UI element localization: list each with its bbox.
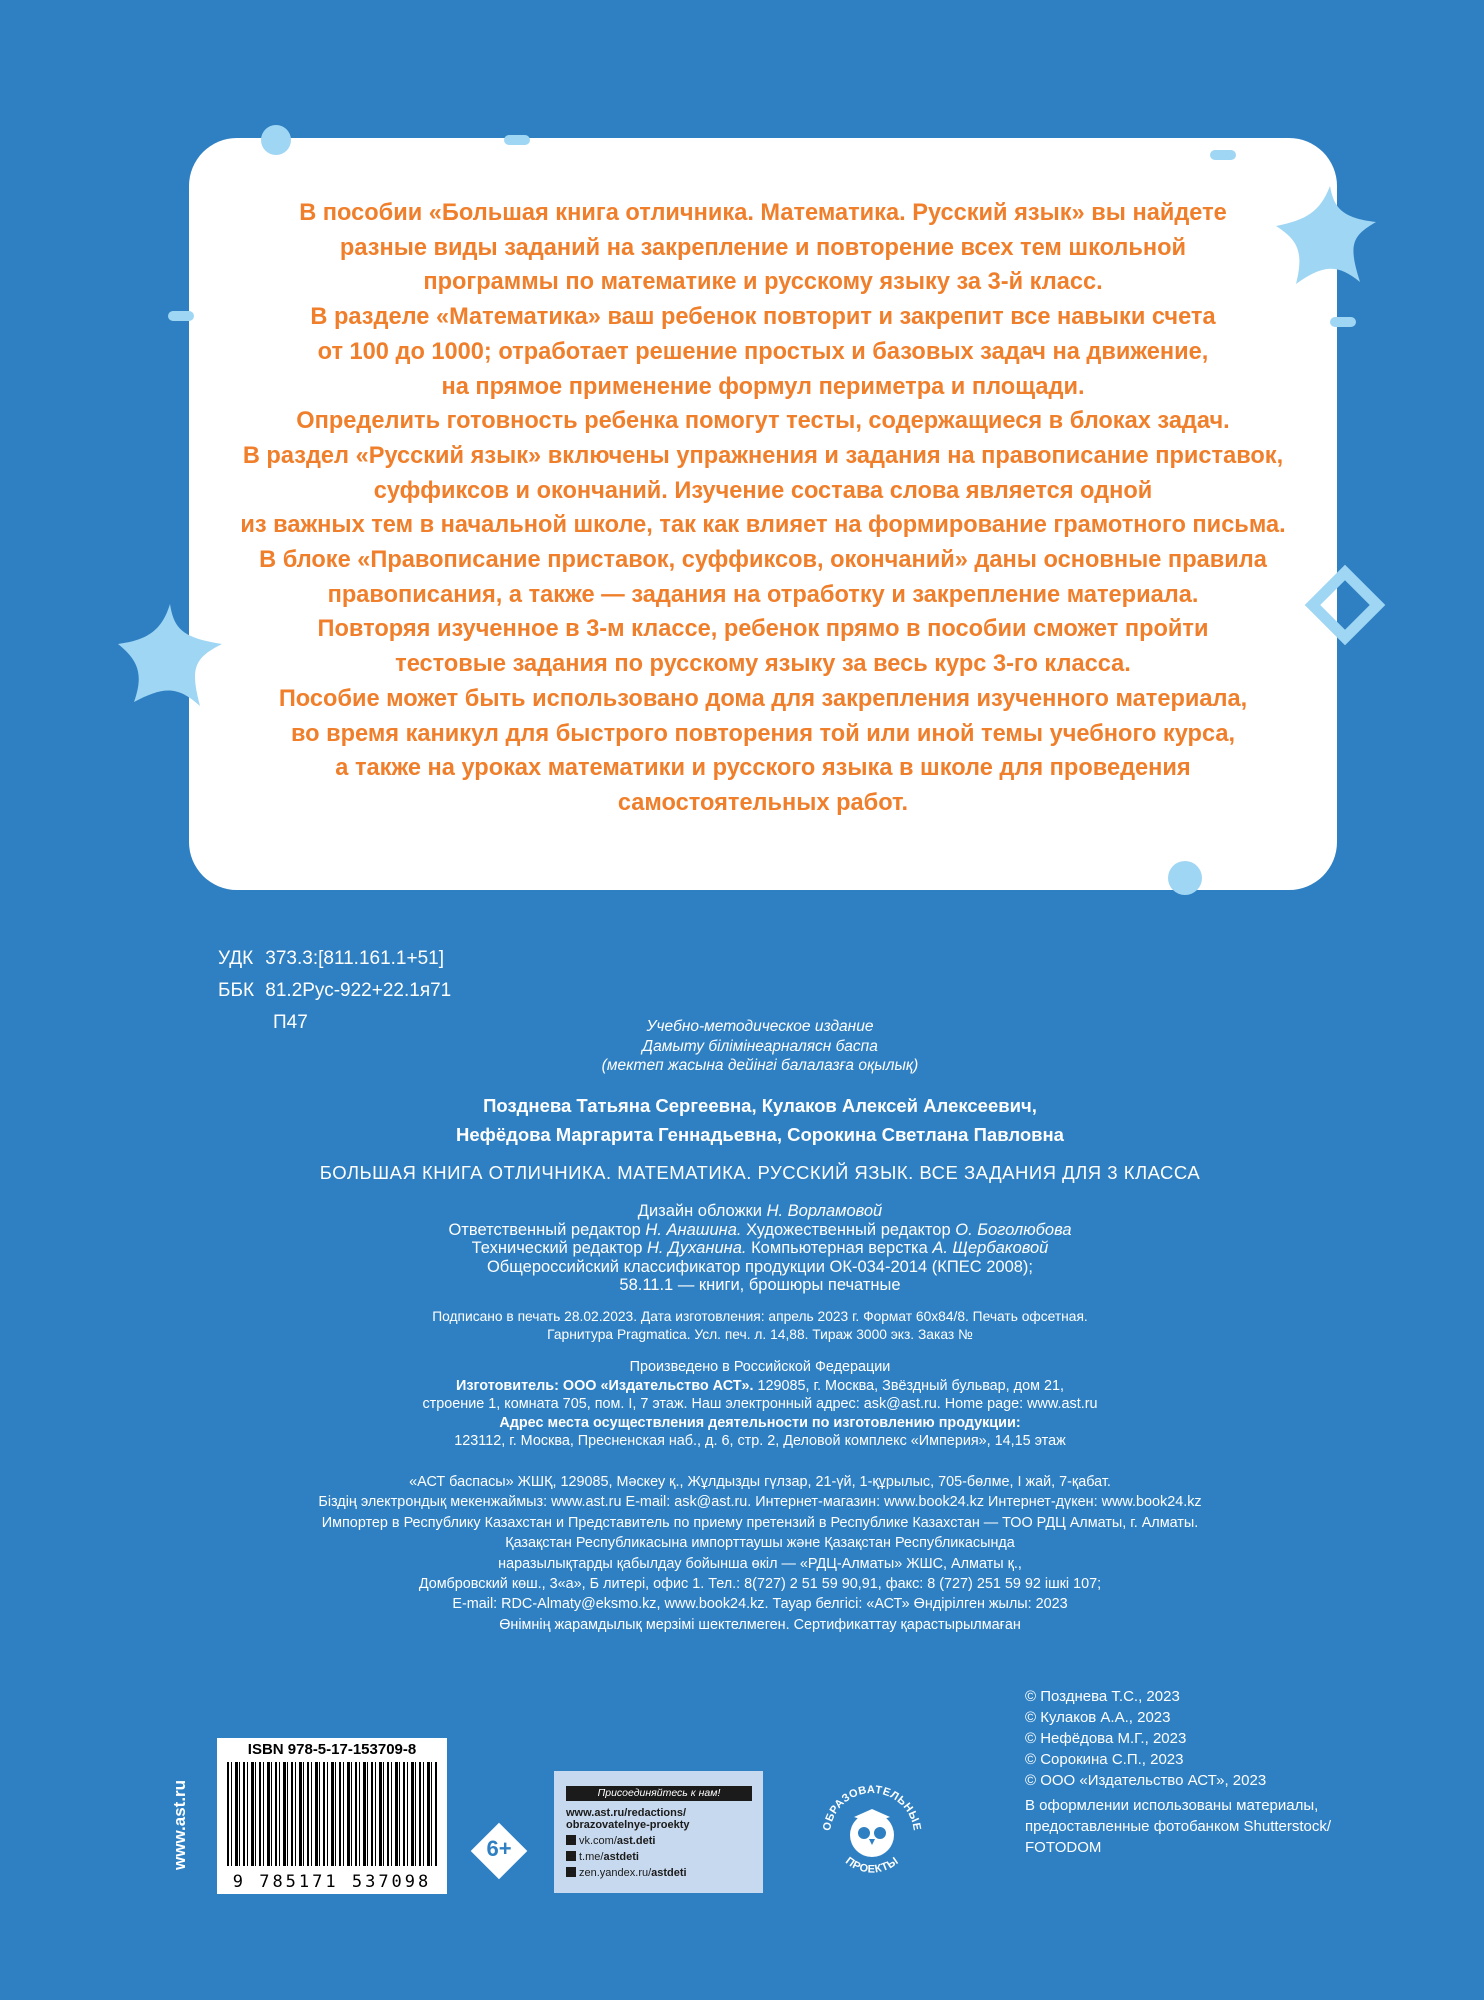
description-line: на прямое применение формул периметра и площади.	[441, 373, 1085, 400]
layout-label: Компьютерная верстка	[751, 1239, 928, 1257]
svg-text:ПРОЕКТЫ	[843, 1855, 901, 1876]
dot-decoration	[258, 122, 294, 158]
description-line: суффиксов и окончаний. Изучение состава слова является одной	[373, 477, 1153, 504]
kazakh-info-line: Өнімнің жарамдылық мерзімі шектелмеген. Сертификаттау қарастырылмаған	[499, 1616, 1021, 1633]
udk-value: 373.3:[811.161.1+51]	[265, 948, 445, 969]
dash-decoration	[1208, 145, 1238, 165]
kazakh-info-line: наразылықтарды қабылдау бойынша өкіл — «РДЦ-Алматы» ЖШС, Алматы қ.,	[498, 1555, 1022, 1572]
edition-type	[160, 1017, 1360, 1076]
social-link[interactable]: obrazovatelnye-proekty	[566, 1819, 690, 1831]
resp-editor-name: Н. Анашина.	[645, 1220, 742, 1239]
description-line: В пособии «Большая книга отличника. Математика. Русский язык» вы найдете	[299, 200, 1227, 226]
resp-editor-label: Ответственный редактор	[448, 1220, 641, 1239]
cover-design-label: Дизайн обложки	[637, 1202, 762, 1220]
social-header: Присоединяйтесь к нам!	[566, 1786, 752, 1801]
description-line: Определить готовность ребенка помогут тесты, содержащиеся в блоках задач.	[296, 408, 1230, 435]
image-credit-line: FOTODOM	[1025, 1839, 1102, 1856]
description-line: программы по математике и русскому языку за 3-й класс.	[423, 269, 1103, 296]
edition-type-line: (мектеп жасына дейінгі балалазға оқылық)	[601, 1057, 919, 1074]
vk-icon	[566, 1835, 576, 1845]
copyright-line: © ООО «Издательство АСТ», 2023	[1025, 1772, 1267, 1789]
authors	[160, 1091, 1360, 1149]
social-link[interactable]: www.ast.ru/redactions/	[566, 1807, 687, 1819]
zen-prefix: zen.yandex.ru/	[579, 1867, 652, 1879]
description-line: В раздел «Русский язык» включены упражнения и задания на правописание приставок,	[242, 442, 1284, 469]
barcode-digits: 9 785171 537098	[232, 1872, 432, 1892]
age-rating-text: 6+	[486, 1836, 512, 1861]
authors-line: Позднева Татьяна Сергеевна, Кулаков Алексей Алексеевич,	[483, 1095, 1037, 1116]
copyright-line: © Нефёдова М.Г., 2023	[1025, 1730, 1187, 1747]
description-line: В разделе «Математика» ваш ребенок повторит и закрепит все навыки счета	[310, 304, 1216, 331]
authors-line: Нефёдова Маргарита Геннадьевна, Сорокина Светлана Павловна	[456, 1124, 1064, 1145]
kazakh-info	[160, 1472, 1360, 1635]
social-links-box	[554, 1771, 763, 1893]
kazakh-info-line: Қазақстан Республикасына импорттаушы және Қазақстан Республикасында	[505, 1535, 1015, 1552]
description-line: во время каникул для быстрого повторения той или иной темы учебного курса,	[290, 720, 1236, 747]
bbk-value: 81.2Рус-922+22.1я71	[265, 980, 452, 1001]
art-editor-name: О. Боголюбова	[955, 1220, 1072, 1239]
country-line: Произведено в Российской Федерации	[629, 1359, 891, 1375]
production-address-label: Адрес места осуществления деятельности по изготовлению продукции:	[499, 1414, 1021, 1431]
description-line: правописания, а также — задания на отработку и закрепление материала.	[327, 581, 1199, 608]
description-line: а также на уроках математики и русского языка в школе для проведения	[335, 755, 1191, 782]
owl-logo-icon	[812, 1773, 932, 1893]
logo-top-text: ОБРАЗОВАТЕЛЬНЫЕ	[821, 1783, 923, 1832]
layout-name: А. Щербаковой	[932, 1239, 1049, 1257]
kazakh-info-line: Біздің электрондық мекенжаймыз: www.ast.ru E-mail: ask@ast.ru. Интернет-магазин: www.book24.kz Интернет-дүкен: www.book24.kz	[318, 1494, 1202, 1511]
kazakh-info-line: Импортер в Республику Казахстан и Представитель по приему претензий в Республике Казахстан — ТОО РДЦ Алматы, г. Алматы.	[321, 1514, 1199, 1531]
classifier-line: 58.11.1 — книги, брошюры печатные	[619, 1276, 901, 1294]
vk-link[interactable]	[566, 1835, 655, 1847]
book-title: БОЛЬШАЯ КНИГА ОТЛИЧНИКА. МАТЕМАТИКА. РУССКИЙ ЯЗЫК. ВСЕ ЗАДАНИЯ ДЛЯ 3 КЛАССА	[319, 1162, 1201, 1183]
manufacturer-info	[160, 1358, 1360, 1451]
description-line: Пособие может быть использовано дома для закрепления изученного материала,	[278, 685, 1248, 712]
zen-link[interactable]	[566, 1867, 687, 1879]
zen-handle: astdeti	[651, 1867, 687, 1879]
description-text	[189, 196, 1337, 821]
telegram-link[interactable]	[566, 1851, 639, 1863]
manufacturer-address: 129085, г. Москва, Звёздный бульвар, дом 21,	[753, 1377, 1064, 1394]
age-rating-badge	[470, 1822, 528, 1880]
description-line: самостоятельных работ.	[617, 789, 909, 816]
tg-handle: astdeti	[603, 1851, 639, 1863]
tg-prefix: t.me/	[579, 1851, 604, 1863]
telegram-icon	[566, 1851, 576, 1861]
author-code: П47	[273, 1012, 308, 1033]
manufacturer-label: Изготовитель: ООО «Издательство АСТ».	[456, 1377, 754, 1394]
tech-editor-name: Н. Духанина.	[646, 1239, 747, 1257]
description-line: из важных тем в начальной школе, так как влияет на формирование грамотного письма.	[240, 512, 1286, 539]
description-line: Повторяя изученное в 3-м классе, ребенок прямо в пособии сможет пройти	[317, 616, 1209, 643]
vk-prefix: vk.com/	[579, 1835, 617, 1847]
logo-bottom-text: ПРОЕКТЫ	[843, 1854, 901, 1876]
edition-type-line: Учебно-методическое издание	[646, 1018, 874, 1035]
image-credit-line: предоставленные фотобанком Shutterstock/	[1025, 1818, 1332, 1835]
classifier-line: Общероссийский классификатор продукции ОК-034-2014 (КПЕС 2008);	[486, 1257, 1034, 1276]
print-info-line: Подписано в печать 28.02.2023. Дата изготовления: апрель 2023 г. Формат 60x84/8. Печать офсетная.	[432, 1309, 1088, 1324]
copyright-line: © Сорокина С.П., 2023	[1025, 1751, 1184, 1768]
copyrights	[1025, 1686, 1331, 1858]
tech-editor-label: Технический редактор	[471, 1239, 643, 1257]
zen-icon	[566, 1867, 576, 1877]
credits	[160, 1202, 1360, 1295]
copyright-line: © Позднева Т.С., 2023	[1025, 1688, 1180, 1705]
image-credit-line: В оформлении использованы материалы,	[1025, 1797, 1319, 1814]
site-vertical-text: www.ast.ru	[170, 1779, 189, 1870]
isbn-label: ISBN 978-5-17-153709-8	[247, 1741, 417, 1758]
udk-label: УДК	[218, 948, 254, 969]
description-line: разные виды заданий на закрепление и повторение всех тем школьной	[339, 234, 1187, 261]
print-info	[160, 1308, 1360, 1343]
isbn-barcode	[217, 1738, 447, 1894]
manufacturer-contacts: строение 1, комната 705, пом. I, 7 этаж. Наш электронный адрес: ask@ast.ru. Home page: www.ast.ru	[422, 1396, 1098, 1412]
description-line: от 100 до 1000; отработает решение простых и базовых задач на движение,	[317, 338, 1209, 365]
print-info-line: Гарнитура Pragmatica. Усл. печ. л. 14,88. Тираж 3000 экз. Заказ №	[547, 1326, 973, 1342]
dash-decoration	[502, 130, 532, 150]
kazakh-info-line: E-mail: RDC-Almaty@eksmo.kz, www.book24.kz. Тауар белгісі: «АСТ» Өндірілген жылы: 2023	[452, 1596, 1068, 1613]
kazakh-info-line: Домбровский көш., 3«а», Б литері, офис 1. Тел.: 8(727) 2 51 59 90,91, факс: 8 (727) 251 59 92 ішкі 107;	[418, 1576, 1102, 1593]
blob-decoration	[1165, 858, 1205, 898]
art-editor-label: Художественный редактор	[746, 1220, 951, 1239]
copyright-line: © Кулаков А.А., 2023	[1025, 1709, 1171, 1726]
description-line: тестовые задания по русскому языку за весь курс 3-го класса.	[395, 651, 1131, 678]
cover-design-name: Н. Ворламовой	[766, 1202, 883, 1220]
edition-type-line: Дамыту білімінеарналясн баспа	[642, 1037, 878, 1055]
production-address: 123112, г. Москва, Пресненская наб., д. 6, стр. 2, Деловой комплекс «Империя», 14,15 этаж	[454, 1433, 1066, 1449]
description-line: В блоке «Правописание приставок, суффиксов, окончаний» даны основные правила	[259, 547, 1267, 574]
vk-handle: ast.deti	[616, 1835, 656, 1847]
bbk-label: ББК	[218, 980, 255, 1001]
barcode-bars	[227, 1762, 437, 1866]
educational-projects-logo	[812, 1773, 932, 1893]
kazakh-info-line: «АСТ баспасы» ЖШҚ, 129085, Мәскеу қ., Жұлдызды гүлзар, 21-үй, 1-құрылыс, 705-бөлме, I жай, 7-қабат.	[409, 1474, 1111, 1490]
